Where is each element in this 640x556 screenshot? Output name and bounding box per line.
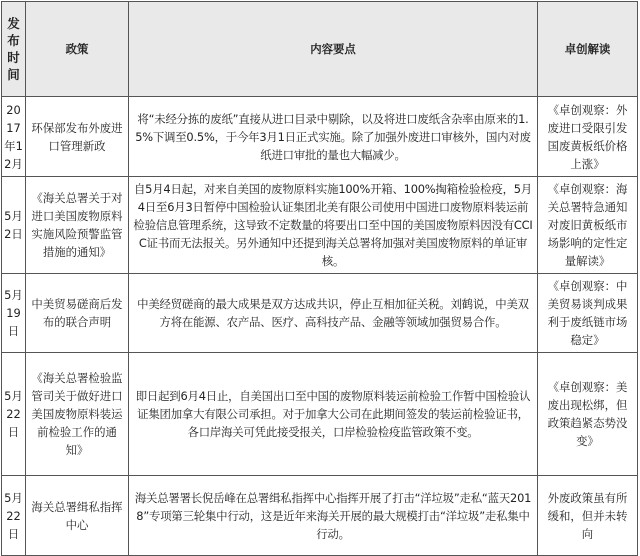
row-content: 自5月4日起，对来自美国的废物原料实施100%开箱、100%掏箱检验检疫，5月4日至6月3日暂停中国检验认证集团北美有限公司使用中国进口废物原料装运前检验信息管理系统，这导致不定数量的将要出口至中国的美国废物原料因没有CCIC证书而无法报关。另外通知中还提到海关总署将加强对美国废物原料的单证审核。	[129, 177, 538, 274]
header-policy: 政策	[26, 2, 129, 97]
row-date: 5月19日	[2, 274, 26, 353]
table-row	[2, 476, 638, 556]
row-date: 5月2日	[2, 177, 26, 274]
policy-table	[1, 1, 638, 556]
table-row	[2, 274, 638, 353]
header-content: 内容要点	[129, 2, 538, 97]
row-content: 将“未经分拣的废纸”直接从进口目录中剔除，以及将进口废纸含杂率由原来的1.5%下调至0.5%，于今年3月1日正式实施。除了加强外废进口审核外，国内对废纸进口审批的量也大幅减少。	[129, 97, 538, 177]
header-date: 发布时间	[2, 2, 26, 97]
row-comment: 《卓创观察：外废进口受限引发国废黄板纸价格上涨》	[538, 97, 638, 177]
table-row	[2, 353, 638, 476]
row-policy: 《海关总署检验监管司关于做好进口美国废物原料装运前检验工作的通知》	[26, 353, 129, 476]
row-date: 2017年12月	[2, 97, 26, 177]
table-row	[2, 97, 638, 177]
row-content: 即日起到6月4日止，自美国出口至中国的废物原料装运前检验工作暂中国检验认证集团加拿大有限公司承担。对于加拿大公司在此期间签发的装运前检验证书，各口岸海关可凭此接受报关，口岸检验检疫监管政策不变。	[129, 353, 538, 476]
header-comment: 卓创解读	[538, 2, 638, 97]
table-header-row	[2, 2, 638, 97]
policy-table-container	[1, 1, 637, 556]
row-content: 中美经贸磋商的最大成果是双方达成共识，停止互相加征关税。刘鹤说，中美双方将在能源、农产品、医疗、高科技产品、金融等领域加强贸易合作。	[129, 274, 538, 353]
row-policy: 海关总署缉私指挥中心	[26, 476, 129, 556]
row-policy: 中美贸易磋商后发布的联合声明	[26, 274, 129, 353]
table-row	[2, 177, 638, 274]
row-comment: 《卓创观察：中美贸易谈判成果利于废纸链市场稳定》	[538, 274, 638, 353]
row-date: 5月22日	[2, 353, 26, 476]
row-policy: 环保部发布外废进口管理新政	[26, 97, 129, 177]
row-content: 海关总署署长倪岳峰在总署缉私指挥中心指挥开展了打击“洋垃圾”走私“蓝天2018”专项第三轮集中行动，这是近年来海关开展的最大规模打击“洋垃圾”走私集中行动。	[129, 476, 538, 556]
row-comment: 外废政策虽有所缓和，但并未转向	[538, 476, 638, 556]
row-date: 5月22日	[2, 476, 26, 556]
row-comment: 《卓创观察：美废出现松绑，但政策趋紧态势没变》	[538, 353, 638, 476]
row-comment: 《卓创观察：海关总署特急通知对废旧黄板纸市场影响的定性定量解读》	[538, 177, 638, 274]
row-policy: 《海关总署关于对进口美国废物原料实施风险预警监管措施的通知》	[26, 177, 129, 274]
